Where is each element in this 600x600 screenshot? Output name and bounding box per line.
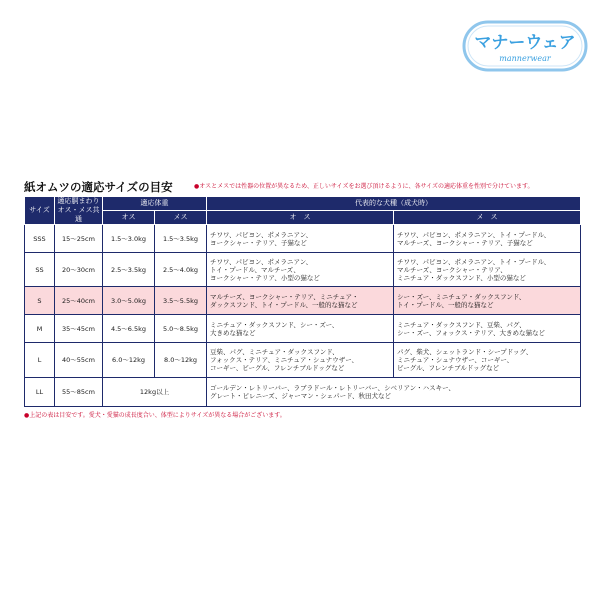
male-breeds <box>207 287 394 315</box>
header-weight: 適応体重 <box>103 197 207 211</box>
breed-line: チワワ、パピヨン、ポメラニアン、トイ・プードル、 <box>397 257 551 266</box>
waist-value: 25〜40cm <box>55 287 103 315</box>
size-label: M <box>25 315 55 343</box>
header-breeds-male: オ ス <box>207 211 394 225</box>
breed-line: ミニチュア・ダックスフンド、シー・ズー、 <box>210 320 339 329</box>
header-waist-line1: 適応胴まわり <box>57 197 100 205</box>
female-weight: 2.5〜4.0kg <box>155 253 207 287</box>
table-row <box>25 315 581 343</box>
footnote: ●上記の表は目安です。愛犬・愛猫の成長度合い、体型によりサイズが異なる場合がございます。 <box>24 412 286 419</box>
table-row <box>25 253 581 287</box>
male-breeds <box>207 315 394 343</box>
breed-line: ゴールデン・レトリーバー、ラブラドール・レトリーバー、シベリアン・ハスキー、 <box>210 384 455 392</box>
breed-line: チワワ、パピヨン、ポメラニアン、 <box>210 230 313 239</box>
breed-line: ミニチュア・シュナウザー、コーギー、 <box>397 356 514 364</box>
male-weight: 2.5〜3.5kg <box>103 253 155 287</box>
breed-line: シー・ズー、ミニチュア・ダックスフンド、 <box>397 292 526 301</box>
size-label: SSS <box>25 225 55 253</box>
female-breeds <box>394 225 581 253</box>
combined-weight: 12kg以上 <box>103 378 207 407</box>
male-weight: 3.0〜5.0kg <box>103 287 155 315</box>
size-label: SS <box>25 253 55 287</box>
header-weight-female: メス <box>155 211 207 225</box>
female-breeds <box>394 253 581 287</box>
header-weight-male: オス <box>103 211 155 225</box>
breed-line: ミニチュア・ダックスフンド、豆柴、パグ、 <box>397 320 526 329</box>
breed-line: ミニチュア・ダックスフンド、小型の猫など <box>397 273 526 282</box>
breed-line: 豆柴、パグ、ミニチュア・ダックスフンド、 <box>210 348 339 356</box>
waist-value: 20〜30cm <box>55 253 103 287</box>
size-label: L <box>25 343 55 378</box>
size-label: S <box>25 287 55 315</box>
female-weight: 3.5〜5.5kg <box>155 287 207 315</box>
breed-line: マルチーズ、ヨークシャー・テリア、子猫など <box>397 238 533 247</box>
breed-line: チワワ、パピヨン、ポメラニアン、 <box>210 257 313 266</box>
header-size: サイズ <box>25 197 55 225</box>
header-waist-line2: オス・メス共通 <box>57 206 100 223</box>
breed-line: 大きめな猫など <box>210 328 256 337</box>
female-weight: 8.0〜12kg <box>155 343 207 378</box>
male-weight: 1.5〜3.0kg <box>103 225 155 253</box>
waist-value: 35〜45cm <box>55 315 103 343</box>
breed-line: フォックス・テリア、ミニチュア・シュナウザー、 <box>210 356 359 364</box>
table-row <box>25 343 581 378</box>
logo-mark <box>462 20 588 72</box>
table-row <box>25 378 581 407</box>
waist-value: 40〜55cm <box>55 343 103 378</box>
breed-line: トイ・プードル、マルチーズ、 <box>210 265 300 274</box>
header-breeds: 代表的な犬種（成犬時） <box>207 197 581 211</box>
female-weight: 1.5〜3.5kg <box>155 225 207 253</box>
female-weight: 5.0〜8.5kg <box>155 315 207 343</box>
size-label: LL <box>25 378 55 407</box>
waist-value: 15〜25cm <box>55 225 103 253</box>
male-breeds <box>207 343 394 378</box>
breed-line: シー・ズー、フォックス・テリア、大きめな猫など <box>397 328 546 337</box>
breed-line: ダックスフンド、トイ・プードル、一般的な猫など <box>210 300 358 309</box>
breed-line: パグ、柴犬、シェットランド・シープドッグ、 <box>397 348 533 356</box>
waist-value: 55〜85cm <box>55 378 103 407</box>
female-breeds <box>394 315 581 343</box>
table-row <box>25 225 581 253</box>
svg-text:マナーウェア: マナーウェア <box>474 33 576 53</box>
gender-note: ●オスとメスでは性器の位置が異なるため、正しいサイズをお選び頂けるように、各サイズの適応体重を性別で分けています。 <box>194 183 534 190</box>
size-table <box>24 196 581 407</box>
breed-line: ヨークシャー・テリア、子猫など <box>210 238 307 247</box>
male-weight: 6.0〜12kg <box>103 343 155 378</box>
table-title: 紙オムツの適応サイズの目安 <box>24 180 173 194</box>
title-row <box>24 179 584 195</box>
breed-line: マルチーズ、ヨークシャー・テリア、 <box>397 265 507 274</box>
female-breeds <box>394 287 581 315</box>
header-breeds-female: メ ス <box>394 211 581 225</box>
breed-line: チワワ、パピヨン、ポメラニアン、トイ・プードル、 <box>397 230 551 239</box>
brand-logo <box>462 20 588 72</box>
breed-line: マルチーズ、ヨークシャー・テリア、ミニチュア・ <box>210 292 359 301</box>
breed-line: ヨークシャー・テリア、小型の猫など <box>210 273 320 282</box>
breed-line: ビーグル、フレンチブルドッグなど <box>397 364 500 372</box>
header-waist <box>55 197 103 225</box>
svg-text:mannerwear: mannerwear <box>499 54 551 63</box>
male-weight: 4.5〜6.5kg <box>103 315 155 343</box>
female-breeds <box>394 343 581 378</box>
combined-breeds <box>207 378 581 407</box>
breed-line: トイ・プードル、一般的な猫など <box>397 300 494 309</box>
breed-line: グレート・ピレニーズ、ジャーマン・シェパード、秋田犬など <box>210 392 392 400</box>
male-breeds <box>207 253 394 287</box>
breed-line: コーギー、ビーグル、フレンチブルドッグなど <box>210 364 345 372</box>
table-row-highlighted <box>25 287 581 315</box>
male-breeds <box>207 225 394 253</box>
